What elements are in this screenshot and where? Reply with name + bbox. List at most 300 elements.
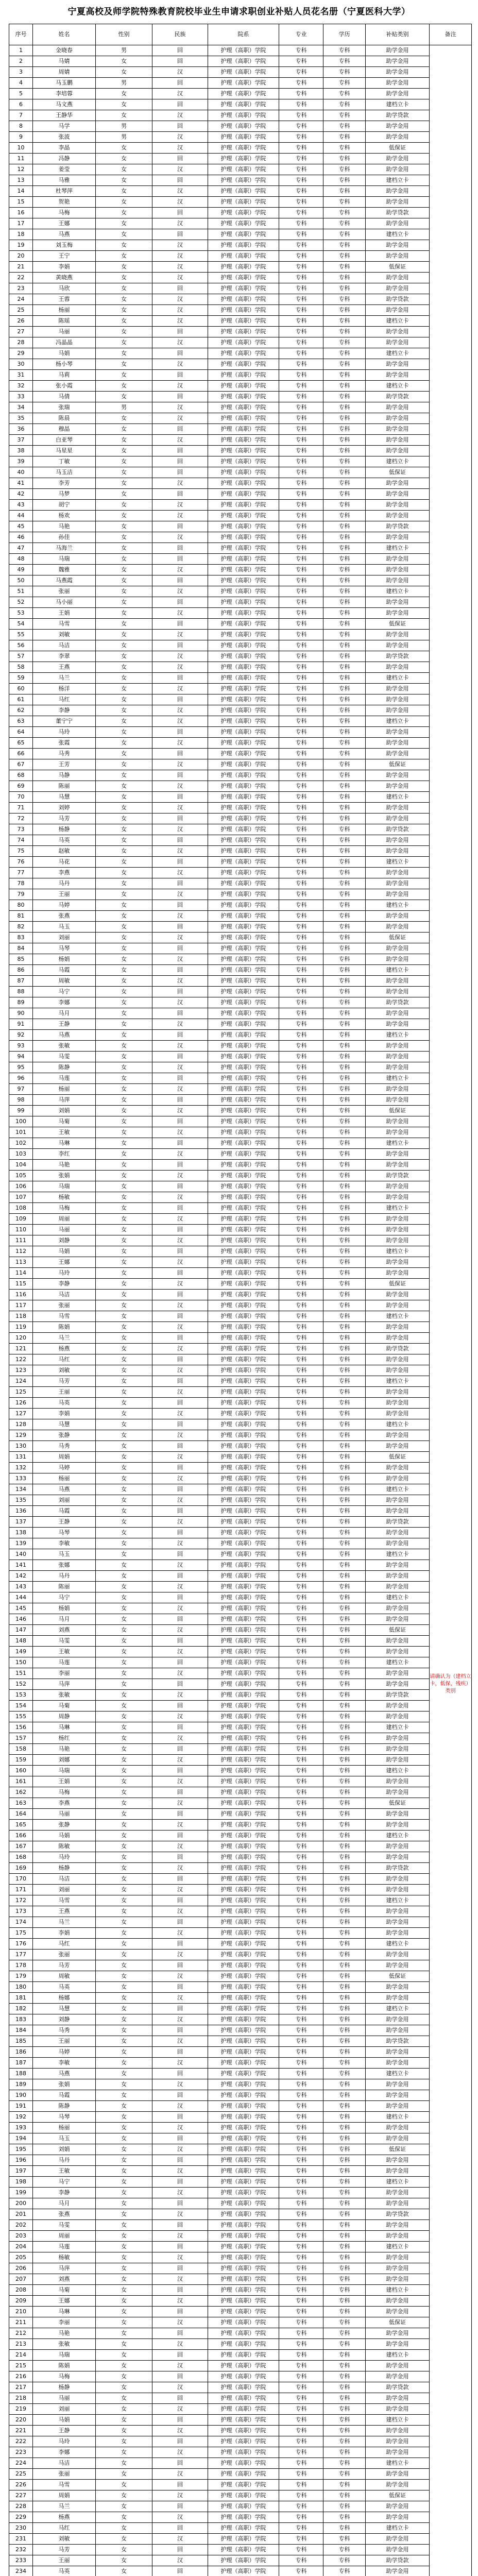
row-name: 张静 (33, 1430, 96, 1441)
row-type: 助学金用 (366, 1463, 430, 1473)
row-name: 马燕 (33, 1030, 96, 1041)
row-name: 刘婷 (33, 803, 96, 814)
row-ethnicity: 汉 (152, 1776, 208, 1787)
row-school: 护理（高职）学院 (208, 1430, 279, 1441)
row-name: 马霞 (33, 965, 96, 976)
table-row (9, 1841, 472, 1852)
table-row (9, 2545, 472, 2555)
row-name: 杨丽 (33, 1473, 96, 1484)
table-row (9, 1311, 472, 1322)
row-name: 刘敏 (33, 2534, 96, 2545)
row-no: 231 (9, 2534, 33, 2545)
row-school: 护理（高职）学院 (208, 2393, 279, 2404)
row-ethnicity: 汉 (152, 2252, 208, 2263)
row-education: 专科 (323, 327, 366, 337)
row-major: 专科 (279, 327, 323, 337)
row-type: 助学金用 (366, 1257, 430, 1268)
row-gender: 女 (96, 1647, 152, 1657)
row-school: 护理（高职）学院 (208, 1419, 279, 1430)
row-school: 护理（高职）学院 (208, 532, 279, 543)
row-major: 专科 (279, 2512, 323, 2523)
row-type: 助学金用 (366, 2025, 430, 2036)
row-name: 杨燕 (33, 2512, 96, 2523)
row-major: 专科 (279, 2177, 323, 2188)
row-major: 专科 (279, 565, 323, 575)
row-name: 张小霞 (33, 381, 96, 392)
row-gender: 女 (96, 1906, 152, 1917)
row-gender: 女 (96, 900, 152, 911)
row-education: 专科 (323, 1528, 366, 1538)
row-school: 护理（高职）学院 (208, 197, 279, 208)
row-gender: 女 (96, 1203, 152, 1214)
row-ethnicity: 汉 (152, 2361, 208, 2371)
row-gender: 女 (96, 2263, 152, 2274)
row-ethnicity: 汉 (152, 2123, 208, 2133)
row-gender: 女 (96, 1019, 152, 1030)
row-ethnicity: 汉 (152, 1971, 208, 1982)
row-name: 白亚琴 (33, 435, 96, 446)
row-major: 专科 (279, 337, 323, 348)
table-row (9, 1354, 472, 1365)
row-gender: 女 (96, 1549, 152, 1560)
table-row (9, 175, 472, 186)
row-education: 专科 (323, 694, 366, 705)
row-education: 专科 (323, 1181, 366, 1192)
row-type: 助学金用 (366, 1473, 430, 1484)
row-type: 低保证 (366, 759, 430, 770)
row-type: 助学金用 (366, 1398, 430, 1409)
row-name: 杨丽 (33, 1084, 96, 1095)
row-name: 张霞 (33, 738, 96, 749)
row-type: 低保证 (366, 1798, 430, 1809)
row-major: 专科 (279, 402, 323, 413)
row-ethnicity: 汉 (152, 608, 208, 619)
row-major: 专科 (279, 99, 323, 110)
row-type: 助学金用 (366, 684, 430, 694)
row-school: 护理（高职）学院 (208, 2361, 279, 2371)
row-gender: 女 (96, 251, 152, 262)
row-type: 助学贷款 (366, 824, 430, 835)
row-ethnicity: 汉 (152, 435, 208, 446)
row-school: 护理（高职）学院 (208, 2545, 279, 2555)
row-school: 护理（高职）学院 (208, 402, 279, 413)
row-major: 专科 (279, 2090, 323, 2101)
table-row (9, 1430, 472, 1441)
row-school: 护理（高职）学院 (208, 1982, 279, 1993)
row-name: 李敏 (33, 2058, 96, 2069)
row-education: 专科 (323, 2371, 366, 2382)
row-education: 专科 (323, 2274, 366, 2285)
row-type: 助学金用 (366, 781, 430, 792)
row-school: 护理（高职）学院 (208, 586, 279, 597)
table-row (9, 1744, 472, 1755)
row-ethnicity: 回 (152, 1376, 208, 1387)
row-ethnicity: 汉 (152, 1344, 208, 1354)
row-major: 专科 (279, 1679, 323, 1690)
table-row (9, 1257, 472, 1268)
row-gender: 女 (96, 89, 152, 99)
row-type: 助学金用 (366, 1560, 430, 1571)
row-major: 专科 (279, 2501, 323, 2512)
row-ethnicity: 汉 (152, 1841, 208, 1852)
row-school: 护理（高职）学院 (208, 2371, 279, 2382)
row-major: 专科 (279, 2036, 323, 2047)
table-row (9, 402, 472, 413)
row-major: 专科 (279, 2101, 323, 2112)
row-education: 专科 (323, 1592, 366, 1603)
row-major: 专科 (279, 197, 323, 208)
row-school: 护理（高职）学院 (208, 976, 279, 987)
table-row (9, 565, 472, 575)
row-ethnicity: 汉 (152, 2469, 208, 2480)
row-no: 38 (9, 446, 33, 456)
row-major: 专科 (279, 684, 323, 694)
row-gender: 女 (96, 2047, 152, 2058)
row-name: 王敏 (33, 2166, 96, 2177)
table-row (9, 2490, 472, 2501)
table-row (9, 316, 472, 327)
row-ethnicity: 回 (152, 2242, 208, 2252)
row-gender: 女 (96, 1592, 152, 1603)
row-school: 护理（高职）学院 (208, 1300, 279, 1311)
row-no: 9 (9, 132, 33, 143)
row-education: 专科 (323, 2469, 366, 2480)
table-row (9, 1733, 472, 1744)
table-row (9, 2458, 472, 2469)
table-row (9, 954, 472, 965)
row-major: 专科 (279, 889, 323, 900)
row-major: 专科 (279, 1787, 323, 1798)
row-major: 专科 (279, 2155, 323, 2166)
row-major: 专科 (279, 2534, 323, 2545)
row-school: 护理（高职）学院 (208, 2198, 279, 2209)
row-ethnicity: 汉 (152, 1560, 208, 1571)
table-row (9, 1019, 472, 1030)
row-education: 专科 (323, 1560, 366, 1571)
row-name: 刘丽 (33, 2404, 96, 2415)
row-name: 王娜 (33, 218, 96, 229)
row-type: 助学金用 (366, 1062, 430, 1073)
row-type: 助学金用 (366, 954, 430, 965)
table-row (9, 1755, 472, 1766)
row-name: 陈静 (33, 1062, 96, 1073)
row-ethnicity: 回 (152, 99, 208, 110)
row-school: 护理（高职）学院 (208, 1506, 279, 1517)
row-gender: 女 (96, 1311, 152, 1322)
row-school: 护理（高职）学院 (208, 1052, 279, 1062)
row-name: 穆晶 (33, 424, 96, 435)
row-type: 建档立卡 (366, 1657, 430, 1668)
row-name: 马丹 (33, 2155, 96, 2166)
row-name: 马雯 (33, 1052, 96, 1062)
row-ethnicity: 回 (152, 121, 208, 132)
row-name: 马丽 (33, 2393, 96, 2404)
row-no: 27 (9, 327, 33, 337)
row-gender: 女 (96, 2566, 152, 2576)
row-ethnicity: 汉 (152, 1019, 208, 1030)
row-major: 专科 (279, 2469, 323, 2480)
row-major: 专科 (279, 1560, 323, 1571)
row-no: 55 (9, 630, 33, 640)
row-education: 专科 (323, 2458, 366, 2469)
row-no: 41 (9, 478, 33, 489)
row-major: 专科 (279, 2274, 323, 2285)
row-type: 建档立卡 (366, 1766, 430, 1776)
row-education: 专科 (323, 1008, 366, 1019)
row-ethnicity: 汉 (152, 1041, 208, 1052)
row-school: 护理（高职）学院 (208, 370, 279, 381)
row-gender: 女 (96, 1171, 152, 1181)
table-row (9, 2393, 472, 2404)
row-type: 助学金用 (366, 446, 430, 456)
row-no: 65 (9, 738, 33, 749)
row-no: 5 (9, 89, 33, 99)
row-gender: 女 (96, 933, 152, 943)
row-ethnicity: 回 (152, 1181, 208, 1192)
row-gender: 女 (96, 976, 152, 987)
row-type: 助学金用 (366, 2480, 430, 2490)
row-name: 马菊 (33, 1701, 96, 1711)
row-ethnicity: 回 (152, 2112, 208, 2123)
table-row (9, 608, 472, 619)
table-row (9, 1235, 472, 1246)
row-ethnicity: 汉 (152, 273, 208, 283)
row-school: 护理（高职）学院 (208, 2555, 279, 2566)
table-row (9, 1549, 472, 1560)
table-row (9, 251, 472, 262)
table-row (9, 467, 472, 478)
row-name: 马艳 (33, 2328, 96, 2339)
row-school: 护理（高职）学院 (208, 45, 279, 56)
row-major: 专科 (279, 392, 323, 402)
row-major: 专科 (279, 1409, 323, 1419)
row-major: 专科 (279, 727, 323, 738)
row-type: 助学贷款 (366, 1690, 430, 1701)
table-row (9, 283, 472, 294)
row-type: 建档立卡 (366, 1203, 430, 1214)
row-gender: 女 (96, 2523, 152, 2534)
row-ethnicity: 汉 (152, 186, 208, 197)
row-education: 专科 (323, 868, 366, 878)
row-ethnicity: 汉 (152, 359, 208, 370)
row-ethnicity: 汉 (152, 1300, 208, 1311)
row-major: 专科 (279, 2242, 323, 2252)
row-ethnicity: 汉 (152, 1820, 208, 1831)
row-school: 护理（高职）学院 (208, 1950, 279, 1960)
row-no: 135 (9, 1495, 33, 1506)
row-school: 护理（高职）学院 (208, 273, 279, 283)
row-education: 专科 (323, 749, 366, 759)
row-no: 233 (9, 2555, 33, 2566)
table-row (9, 337, 472, 348)
row-type: 低保证 (366, 262, 430, 273)
row-school: 护理（高职）学院 (208, 2501, 279, 2512)
row-no: 45 (9, 521, 33, 532)
row-major: 专科 (279, 1452, 323, 1463)
table-row (9, 1473, 472, 1484)
row-type: 助学金用 (366, 770, 430, 781)
row-ethnicity: 回 (152, 1354, 208, 1365)
row-name: 马雪 (33, 1895, 96, 1906)
row-no: 115 (9, 1279, 33, 1290)
row-education: 专科 (323, 1171, 366, 1181)
row-type: 建档立卡 (366, 857, 430, 868)
row-ethnicity: 回 (152, 154, 208, 164)
row-name: 李敏 (33, 1538, 96, 1549)
row-education: 专科 (323, 1831, 366, 1841)
row-ethnicity: 回 (152, 1333, 208, 1344)
row-school: 护理（高职）学院 (208, 381, 279, 392)
row-gender: 女 (96, 738, 152, 749)
row-ethnicity: 回 (152, 1787, 208, 1798)
row-gender: 女 (96, 1528, 152, 1538)
table-row (9, 640, 472, 651)
row-no: 194 (9, 2133, 33, 2144)
row-no: 71 (9, 803, 33, 814)
row-education: 专科 (323, 164, 366, 175)
row-no: 213 (9, 2339, 33, 2350)
row-name: 马小丽 (33, 597, 96, 608)
row-education: 专科 (323, 1062, 366, 1073)
row-ethnicity: 回 (152, 1614, 208, 1625)
row-ethnicity: 汉 (152, 1279, 208, 1290)
table-row (9, 2350, 472, 2361)
row-ethnicity: 回 (152, 1311, 208, 1322)
row-gender: 女 (96, 99, 152, 110)
row-name: 陈静 (33, 2101, 96, 2112)
row-major: 专科 (279, 2307, 323, 2317)
row-ethnicity: 汉 (152, 2036, 208, 2047)
row-gender: 女 (96, 56, 152, 67)
row-ethnicity: 回 (152, 1722, 208, 1733)
row-major: 专科 (279, 1300, 323, 1311)
row-education: 专科 (323, 2566, 366, 2576)
row-name: 张敏 (33, 2339, 96, 2350)
table-row (9, 1517, 472, 1528)
row-major: 专科 (279, 1354, 323, 1365)
row-school: 护理（高职）学院 (208, 1928, 279, 1939)
row-major: 专科 (279, 597, 323, 608)
row-education: 专科 (323, 1116, 366, 1127)
row-name: 陈娟 (33, 1322, 96, 1333)
row-school: 护理（高职）学院 (208, 2079, 279, 2090)
row-education: 专科 (323, 1419, 366, 1430)
row-no: 179 (9, 1971, 33, 1982)
row-name: 马梦 (33, 489, 96, 500)
row-school: 护理（高职）学院 (208, 630, 279, 640)
row-education: 专科 (323, 1192, 366, 1203)
row-type: 助学金用 (366, 2123, 430, 2133)
row-name: 马燕 (33, 229, 96, 240)
row-ethnicity: 回 (152, 521, 208, 532)
table-row (9, 2328, 472, 2339)
row-school: 护理（高职）学院 (208, 218, 279, 229)
row-gender: 女 (96, 327, 152, 337)
row-name: 陈丽 (33, 781, 96, 792)
row-school: 护理（高职）学院 (208, 327, 279, 337)
row-name: 李丽 (33, 1668, 96, 1679)
row-name: 李红 (33, 1149, 96, 1160)
row-type: 建档立卡 (366, 348, 430, 359)
row-education: 专科 (323, 143, 366, 154)
row-name: 王丽 (33, 889, 96, 900)
row-gender: 女 (96, 521, 152, 532)
row-major: 专科 (279, 45, 323, 56)
row-type: 助学贷款 (366, 651, 430, 662)
row-ethnicity: 汉 (152, 413, 208, 424)
table-row (9, 586, 472, 597)
row-gender: 女 (96, 1062, 152, 1073)
row-ethnicity: 回 (152, 1636, 208, 1647)
row-no: 214 (9, 2350, 33, 2361)
row-school: 护理（高职）学院 (208, 1008, 279, 1019)
row-gender: 女 (96, 2285, 152, 2296)
row-ethnicity: 汉 (152, 2382, 208, 2393)
row-no: 170 (9, 1874, 33, 1885)
table-row (9, 1993, 472, 2004)
row-school: 护理（高职）学院 (208, 2112, 279, 2123)
row-education: 专科 (323, 316, 366, 327)
table-row (9, 2198, 472, 2209)
row-school: 护理（高职）学院 (208, 1841, 279, 1852)
row-education: 专科 (323, 2501, 366, 2512)
table-row (9, 2274, 472, 2285)
row-education: 专科 (323, 943, 366, 954)
row-gender: 女 (96, 1852, 152, 1863)
row-education: 专科 (323, 727, 366, 738)
row-type: 助学金用 (366, 154, 430, 164)
row-ethnicity: 汉 (152, 889, 208, 900)
row-ethnicity: 回 (152, 1852, 208, 1863)
row-gender: 女 (96, 1041, 152, 1052)
row-education: 专科 (323, 45, 366, 56)
row-no: 193 (9, 2123, 33, 2133)
row-school: 护理（高职）学院 (208, 2566, 279, 2576)
row-no: 28 (9, 337, 33, 348)
row-major: 专科 (279, 532, 323, 543)
row-gender: 女 (96, 2090, 152, 2101)
row-education: 专科 (323, 370, 366, 381)
row-ethnicity: 回 (152, 2285, 208, 2296)
row-gender: 女 (96, 532, 152, 543)
row-major: 专科 (279, 1657, 323, 1668)
row-major: 专科 (279, 1960, 323, 1971)
row-ethnicity: 回 (152, 1528, 208, 1538)
row-major: 专科 (279, 1257, 323, 1268)
row-ethnicity: 汉 (152, 997, 208, 1008)
row-education: 专科 (323, 359, 366, 370)
row-name: 王娟 (33, 1776, 96, 1787)
row-no: 84 (9, 943, 33, 954)
table-row (9, 1116, 472, 1127)
row-name: 张娟 (33, 1171, 96, 1181)
row-ethnicity: 汉 (152, 781, 208, 792)
row-ethnicity: 汉 (152, 738, 208, 749)
row-school: 护理（高职）学院 (208, 1116, 279, 1127)
row-name: 马莲 (33, 2242, 96, 2252)
row-ethnicity: 回 (152, 2566, 208, 2576)
row-school: 护理（高职）学院 (208, 835, 279, 846)
row-type: 助学贷款 (366, 1171, 430, 1181)
row-no: 196 (9, 2155, 33, 2166)
row-school: 护理（高职）学院 (208, 2436, 279, 2447)
row-school: 护理（高职）学院 (208, 2469, 279, 2480)
row-ethnicity: 回 (152, 489, 208, 500)
row-ethnicity: 汉 (152, 2534, 208, 2545)
row-no: 153 (9, 1690, 33, 1701)
row-type: 助学金用 (366, 2155, 430, 2166)
row-major: 专科 (279, 2220, 323, 2231)
